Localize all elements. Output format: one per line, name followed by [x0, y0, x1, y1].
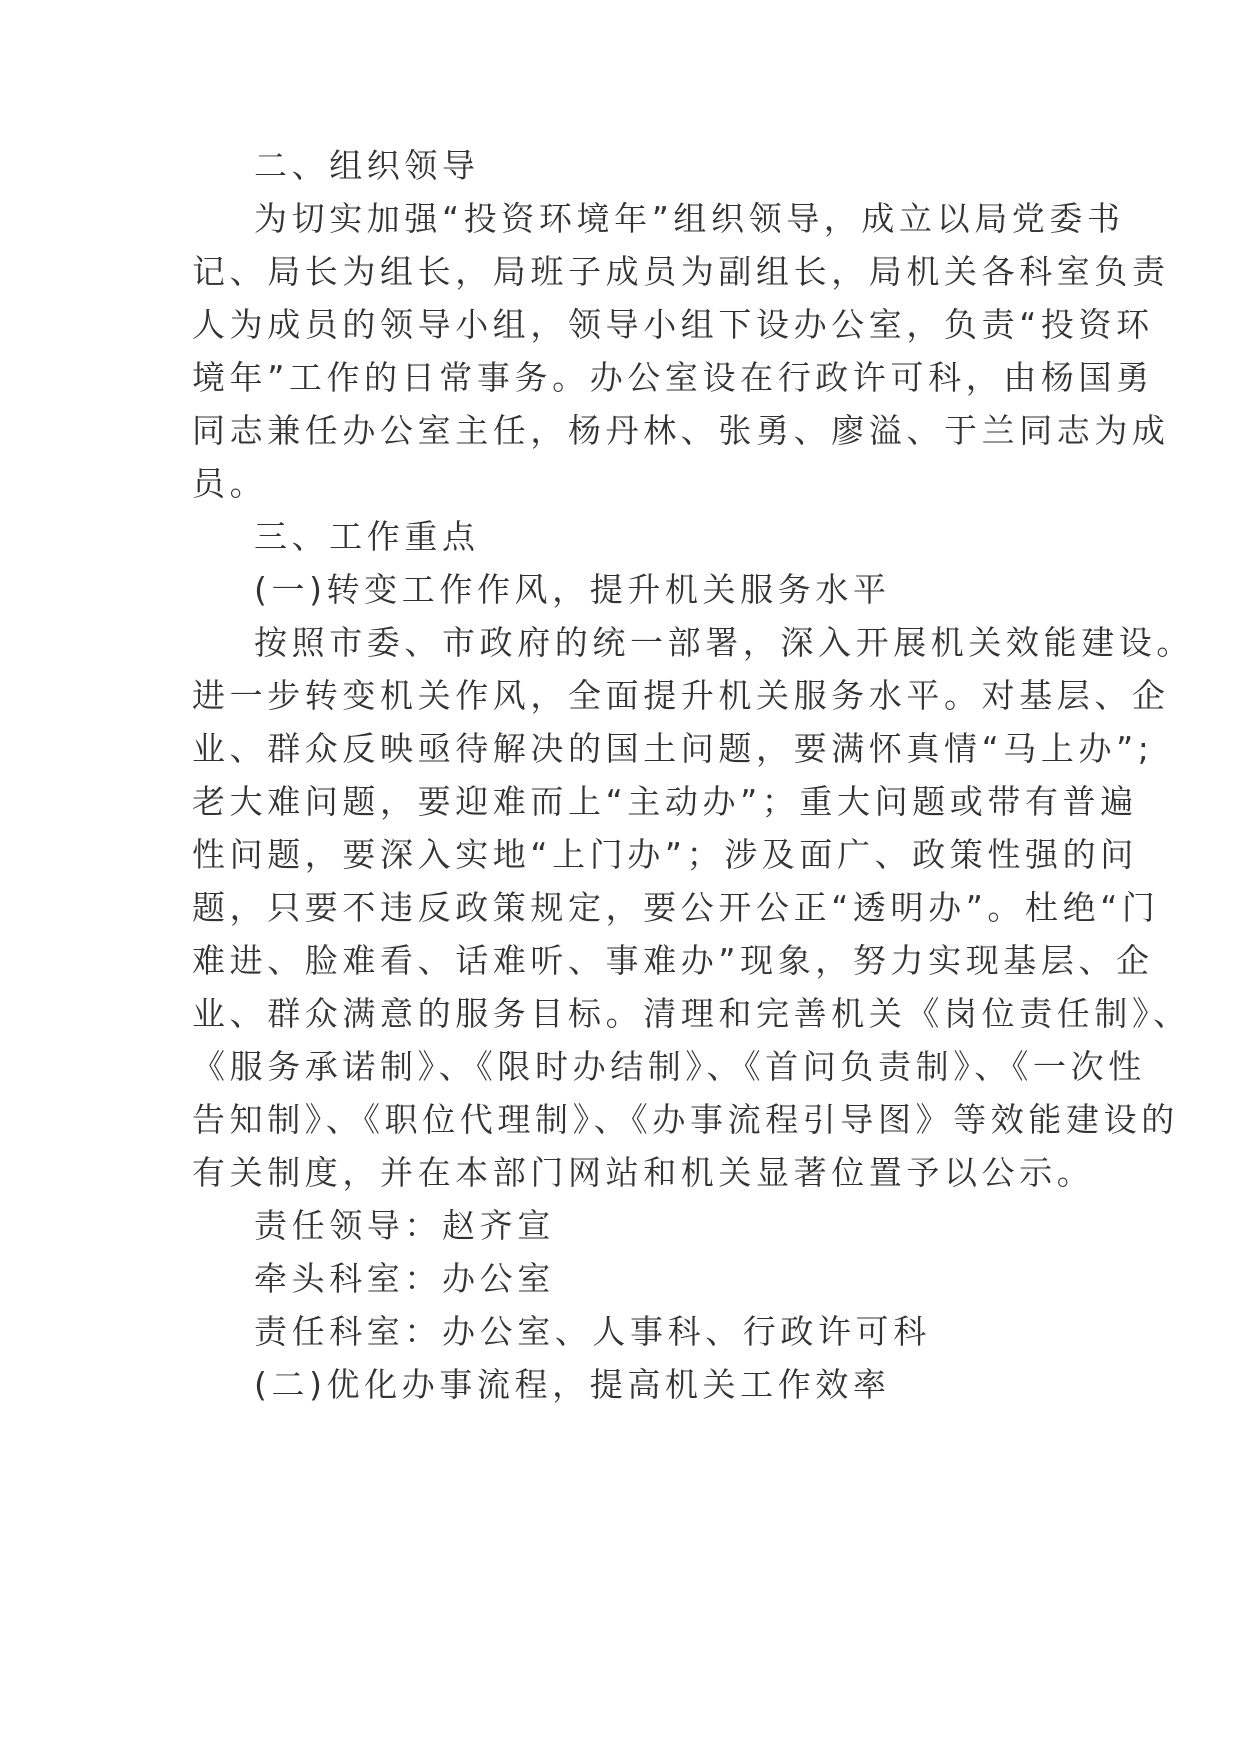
subsection-heading-1: (一)转变工作作风，提升机关服务水平 — [254, 570, 891, 609]
paragraph-line: 记、局长为组长，局班子成员为副组长，局机关各科室负责 — [192, 252, 1170, 291]
paragraph-line: 题，只要不违反政策规定，要公开公正“透明办”。杜绝“门 — [192, 888, 1160, 927]
paragraph-line: 业、群众满意的服务目标。清理和完善机关《岗位责任制》、 — [192, 994, 1191, 1033]
responsible-departments: 责任科室：办公室、人事科、行政许可科 — [254, 1312, 931, 1351]
paragraph-line: 境年”工作的日常事务。办公室设在行政许可科，由杨国勇 — [192, 358, 1154, 397]
paragraph-line: 同志兼任办公室主任，杨丹林、张勇、廖溢、于兰同志为成 — [192, 411, 1170, 450]
paragraph-line: 按照市委、市政府的统一部署，深入开展机关效能建设。 — [254, 623, 1194, 662]
section-heading-work-focus: 三、工作重点 — [254, 517, 480, 556]
responsible-leader: 责任领导：赵齐宣 — [254, 1206, 555, 1245]
paragraph-line: 老大难问题，要迎难而上“主动办”；重大问题或带有普遍 — [192, 782, 1138, 821]
paragraph-line: 难进、脸难看、话难听、事难办”现象，努力实现基层、企 — [192, 941, 1154, 980]
paragraph-line: 告知制》、《职位代理制》、《办事流程引导图》等效能建设的 — [192, 1100, 1179, 1139]
paragraph-line: 业、群众反映亟待解决的国土问题，要满怀真情“马上办”; — [192, 729, 1154, 768]
lead-department: 牵头科室：办公室 — [254, 1259, 555, 1298]
paragraph-line: 为切实加强“投资环境年”组织领导，成立以局党委书 — [254, 199, 1125, 238]
paragraph-line: 《服务承诺制》、《限时办结制》、《首问负责制》、《一次性 — [192, 1047, 1146, 1086]
section-heading-organization: 二、组织领导 — [254, 146, 480, 185]
subsection-heading-2: (二)优化办事流程，提高机关工作效率 — [254, 1365, 891, 1404]
paragraph-line: 有关制度，并在本部门网站和机关显著位置予以公示。 — [192, 1153, 1095, 1192]
paragraph-line: 进一步转变机关作风，全面提升机关服务水平。对基层、企 — [192, 676, 1170, 715]
paragraph-line: 人为成员的领导小组，领导小组下设办公室，负责“投资环 — [192, 305, 1154, 344]
paragraph-line: 员。 — [192, 464, 268, 503]
paragraph-line: 性问题，要深入实地“上门办”；涉及面广、政策性强的问 — [192, 835, 1138, 874]
